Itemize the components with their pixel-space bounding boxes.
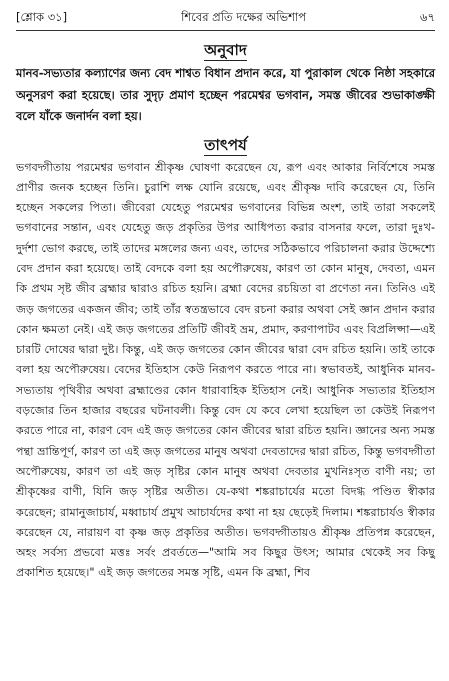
page-number: ৬৭ [420,10,435,24]
header-divider [16,30,435,31]
verse-reference: [শ্লোক ৩১] [16,10,68,24]
translation-heading: অনুবাদ [204,41,247,59]
purport-text: ভগবদ্গীতায় পরমেশ্বর ভগবান শ্রীকৃষ্ণ ঘোষণা করেছেন যে, রূপ এবং আকার নির্বিশেষে সমস্ত প্রাণীর জনক হচ্ছেন তিনি। চুরাশি লক্ষ যোনি রয়েছে, এবং শ্রীকৃষ্ণ দাবি করেছেন যে, তিনি হচ্ছেন সকলের পিতা। জীবেরা যেহেতু পরমেশ্বর ভগবানের বিভিন্ন অংশ, তাই তারা সকলেই ভগবানের সন্তান, এবং যেহেতু জড় প্রকৃতির উপর আধিপত্য করার বাসনার ফলে, তারা দুঃখ-দুর্দশা ভোগ করছে, তাই তাদের মঙ্গলের জন্য এবং, তাদের সঠিকভাবে পরিচালনা করার উদ্দেশ্যে বেদ প্রদান করা হয়েছে। তাই বেদকে বলা হয় অপৌরুষেয়, কারণ তা কোন মানুষ, দেবতা, এমন কি প্রথম সৃষ্ট জীব ব্রহ্মার দ্বারাও রচিত হয়নি। ব্রহ্মা বেদের রচয়িতা বা প্রণেতা নন। তিনিও এই জড় জগতের একজন জীব; তাই তাঁর স্বতন্ত্রভাবে বেদ রচনা করার অথবা সেই জ্ঞান প্রদান করার কোন ক্ষমতা নেই। এই জড় জগতের প্রতিটি জীবই ভ্রম, প্রমাদ, করণাপাটব এবং বিপ্রলিপ্সা—এই চারটি দোষের দ্বারা দুষ্ট। কিন্তু, এই জড় জগতের কোন জীবের দ্বারা বেদ রচিত হয়নি। তাই তাকে বলা হয় অপৌরুষেয়। বেদের ইতিহাস কেউ নিরূপণ করতে পারে না। স্বভাবতই, আধুনিক মানব-সভ্যতায় পৃথিবীর অথবা ব্রহ্মাণ্ডের কোন ধারাবাহিক ইতিহাস নেই। আধুনিক সভ্যতার ইতিহাস বড়জোর তিন হাজার বছরের ঘটনাবলী। কিন্তু বেদ যে কবে লেখা হয়েছিল তা কেউই নিরূপণ করতে পারে না, কারণ বেদ এই জড় জগতের কোন জীবের দ্বারা রচিত হয়নি। জ্ঞানের অন্য সমস্ত পন্থা ভ্রান্তিপূর্ণ, কারণ তা এই জড় জগতের মানুষ অথবা দেবতাদের দ্বারা রচিত, কিন্তু ভগবদ্গীতা অপৌরুষেয়, কারণ তা এই জড় সৃষ্টির কোন মানুষ অথবা দেবতার মুখনিঃসৃত বাণী নয়; তা শ্রীকৃষ্ণের বাণী, যিনি জড় সৃষ্টির অতীত। যে-কথা শঙ্করাচার্যের মতো বিদগ্ধ পণ্ডিত স্বীকার করেছেন; রামানুজাচার্য, মধ্বাচার্য প্রমুখ আচার্যদের কথা না হয় ছেড়েই দিলাম। শঙ্করাচার্যও স্বীকার করেছেন যে, নারায়ণ বা কৃষ্ণ জড় প্রকৃতির অতীত। ভগবদ্গীতায়ও শ্রীকৃষ্ণ প্রতিপন্ন করেছেন, অহং সর্বস্য প্রভবো মত্তঃ সর্বং প্রবর্ততে—"আমি সব কিছুর উৎস; আমার থেকেই সব কিছু প্রকাশিত হয়েছে।" এই জড় জগতের সমস্ত সৃষ্টি, এমন কি ব্রহ্মা, শিব [16,160,435,580]
running-header [16,0,435,25]
chapter-title: শিবের প্রতি দক্ষের অভিশাপ [181,10,307,24]
translation-text: মানব-সভ্যতার কল্যাণের জন্য বেদ শাশ্বত বিধান প্রদান করে, যা পুরাকাল থেকে নিষ্ঠা সহকারে অনুসরণ করা হয়েছে। তার সুদৃঢ় প্রমাণ হচ্ছেন পরমেশ্বর ভগবান, সমস্ত জীবের শুভাকাঙ্ক্ষী বলে যাঁকে জনার্দন বলা হয়। [16,66,435,123]
purport-heading: তাৎপর্য [204,135,247,154]
